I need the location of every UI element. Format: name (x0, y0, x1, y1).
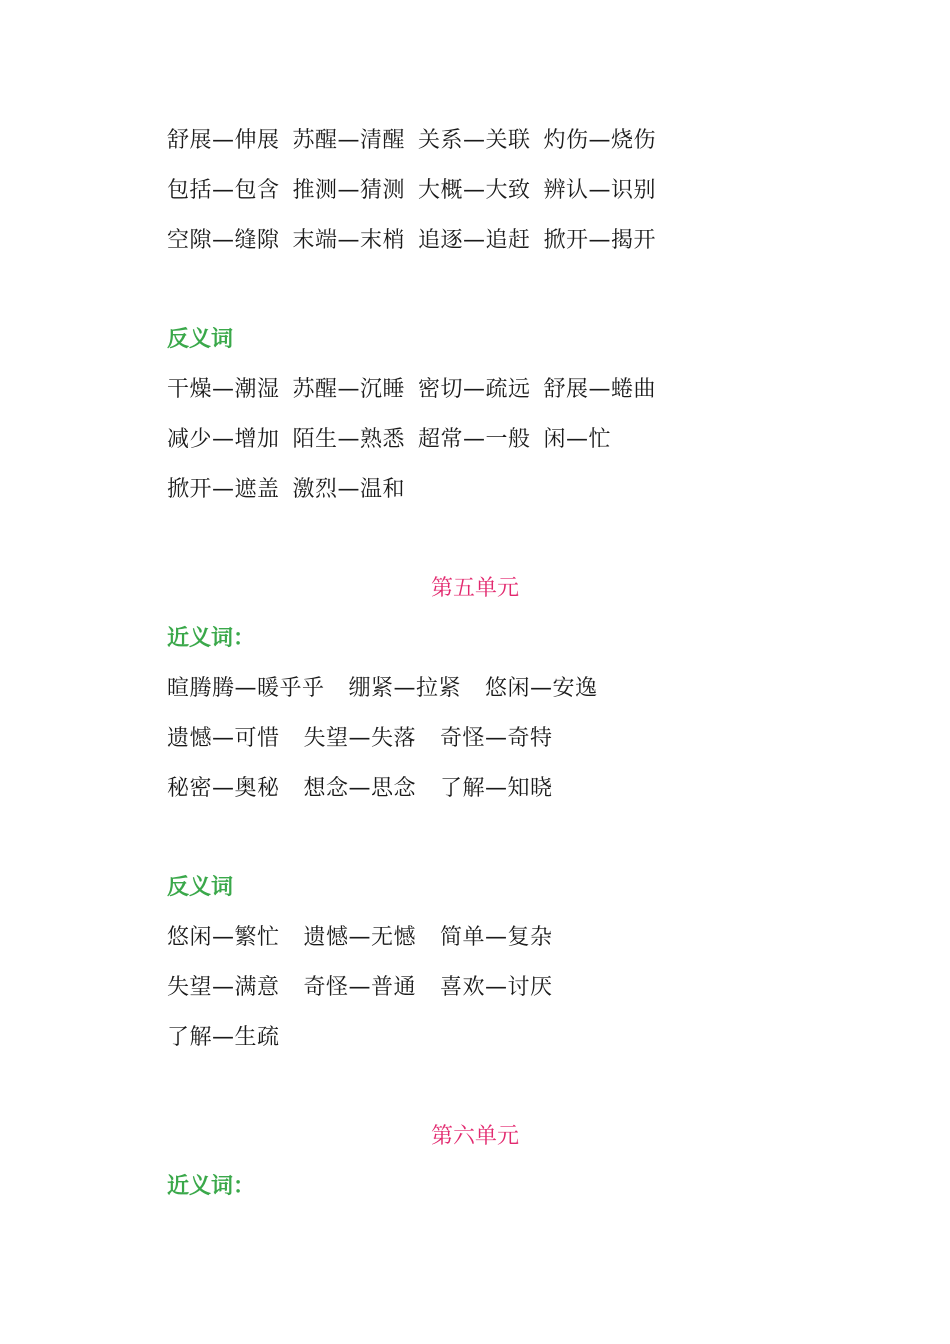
word-pair: 苏醒—清醒 (292, 128, 406, 153)
word-pair: 了解—知晓 (440, 776, 553, 801)
word-pair: 悠闲—安逸 (485, 676, 598, 701)
word-pair: 了解—生疏 (167, 1025, 280, 1050)
word-pair: 舒展—蜷曲 (543, 377, 657, 402)
word-pair: 大概—大致 (418, 178, 531, 203)
unit4-synonyms-row-2 (167, 176, 669, 206)
word-pair: 空隙—缝隙 (167, 228, 280, 253)
word-pair: 密切—疏远 (418, 377, 531, 402)
word-pair: 失望—满意 (167, 975, 280, 1000)
word-pair: 超常—一般 (418, 427, 531, 452)
word-pair: 追逐—追赶 (418, 228, 531, 253)
word-pair: 掀开—遮盖 (167, 477, 280, 502)
word-pair: 想念—思念 (303, 776, 417, 801)
word-pair: 减少—增加 (167, 427, 280, 452)
word-pair: 辨认—识别 (543, 178, 657, 203)
unit5-synonyms-row-2 (167, 724, 577, 754)
word-pair: 失望—失落 (303, 726, 417, 751)
word-pair: 末端—末梢 (292, 228, 406, 253)
word-pair: 奇怪—奇特 (440, 726, 553, 751)
unit5-antonyms-row-1 (167, 923, 577, 953)
word-pair: 悠闲—繁忙 (167, 925, 280, 950)
word-pair: 遗憾—可惜 (167, 726, 280, 751)
unit5-antonyms-row-3 (167, 1023, 304, 1053)
unit5-synonyms-heading: 近义词： (167, 626, 256, 651)
word-pair: 遗憾—无憾 (303, 925, 417, 950)
unit5-synonyms-row-1 (167, 674, 622, 704)
word-pair: 陌生—熟悉 (292, 427, 406, 452)
word-pair: 推测—猜测 (292, 178, 406, 203)
word-pair: 苏醒—沉睡 (292, 377, 406, 402)
unit5-antonyms-row-2 (167, 973, 577, 1003)
word-pair: 绷紧—拉紧 (348, 676, 462, 701)
word-pair: 关系—关联 (418, 128, 531, 153)
unit5-title: 第五单元 (430, 576, 519, 601)
word-pair: 奇怪—普通 (303, 975, 417, 1000)
unit4-antonyms-row-3 (167, 475, 418, 505)
unit6-title: 第六单元 (430, 1124, 519, 1149)
word-pair: 简单—复杂 (440, 925, 553, 950)
word-pair: 掀开—揭开 (543, 228, 657, 253)
unit4-synonyms-row-1 (167, 126, 669, 156)
unit5-antonyms-heading: 反义词 (167, 875, 234, 900)
word-pair: 暄腾腾—暖乎乎 (167, 676, 325, 701)
word-pair: 喜欢—讨厌 (440, 975, 553, 1000)
word-pair: 闲—忙 (543, 427, 612, 452)
unit6-synonyms-heading: 近义词： (167, 1174, 256, 1199)
word-pair: 干燥—潮湿 (167, 377, 280, 402)
unit5-synonyms-row-3 (167, 774, 577, 804)
word-pair: 包括—包含 (167, 178, 280, 203)
word-pair: 舒展—伸展 (167, 128, 280, 153)
unit4-synonyms-row-3 (167, 226, 669, 256)
word-pair: 激烈—温和 (292, 477, 406, 502)
unit4-antonyms-heading: 反义词 (167, 327, 234, 352)
unit4-antonyms-row-1 (167, 375, 669, 405)
word-pair: 秘密—奥秘 (167, 776, 280, 801)
unit4-antonyms-row-2 (167, 425, 624, 455)
word-pair: 灼伤—烧伤 (543, 128, 657, 153)
